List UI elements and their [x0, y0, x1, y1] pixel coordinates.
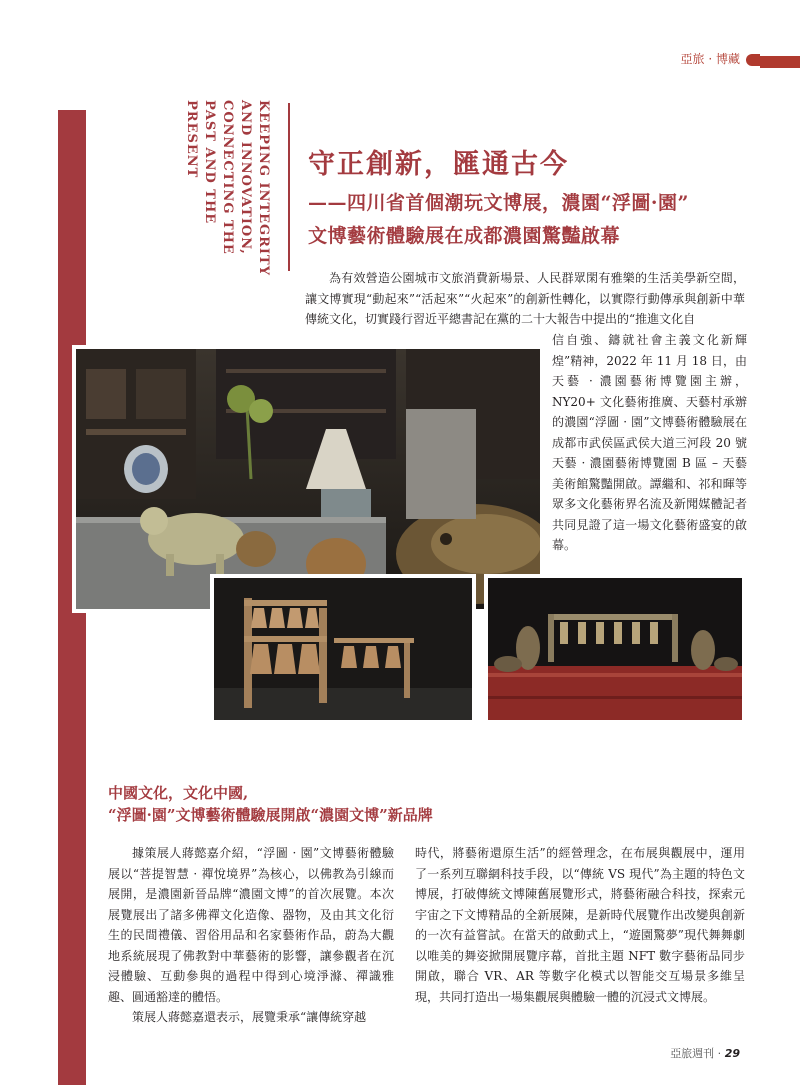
- title-divider: [288, 103, 290, 271]
- intro-paragraph: 為有效營造公園城市文旅消費新場景、人民群眾閑有雅樂的生活美學新空間，讓文博實現“動起來”“活起來”“火起來”的創新性轉化，以實際行動傳承與創新中華傳統文化，切實踐行習近平總書記在黨的二十大報告中提出的“推進文化自: [305, 271, 745, 326]
- header-accent-bar: [760, 56, 800, 68]
- article-subtitle-line-1: ——四川省首個潮玩文博展，濃園“浮圖·園”: [308, 192, 689, 214]
- magazine-name: 亞旅週刊 ·: [670, 1047, 725, 1060]
- vertical-title-line-2: AND INNOVATION,: [238, 100, 253, 255]
- vertical-title-line-3: CONNECTING THE: [220, 100, 235, 255]
- article-title: 守正創新，匯通古今: [308, 149, 569, 180]
- section-label: 亞旅 · 博藏: [680, 52, 740, 66]
- exhibition-hall-photo: [72, 345, 544, 613]
- header-tab-marker: [746, 54, 760, 66]
- body-paragraph-2: 策展人蔣懿嘉還表示，展覽秉承“讓傳統穿越: [132, 1010, 367, 1024]
- article-subtitle-line-2: 文博藝術體驗展在成都濃園驚豔啟幕: [308, 225, 621, 247]
- section-heading-line-2: “浮圖·園”文博藝術體驗展開啟“濃園文博”新品牌: [108, 806, 433, 824]
- bronze-rack-photo: [484, 574, 746, 724]
- vertical-title-line-1: KEEPING INTEGRITY: [256, 100, 271, 276]
- vertical-title-line-5: PRESENT: [184, 100, 199, 179]
- page-number: 29: [724, 1047, 740, 1060]
- bronze-bells-photo: [210, 574, 476, 724]
- body-column-right: 時代，將藝術還原生活”的經營理念，在布展與觀展中，運用了一系列互聯網科技手段，以“傳統 VS 現代”為主題的特色文博展，打破傳統文博陳舊展覽形式，將藝術融合科技，探索元宇宙之下文博精品的全新展陳，是新時代展覽作出改變與創新的一次有益嘗試。在當天的啟動式上，“遊園驚夢”現代舞舞劇以唯美的舞姿掀開展覽序幕，首批主題 NFT 數字藝術品同步開啟，聯合 VR、AR 等數字化模式以智能交互場景多維呈現，共同打造出一場集觀展與體驗一體的沉浸式文博展。: [415, 846, 745, 1004]
- body-paragraph-1: 據策展人蔣懿嘉介紹，“浮圖 · 園”文博藝術體驗展以“菩提智慧 · 禪悅境界”為核心，以佛教為引線而展開，是濃園新晉品牌“濃園文博”的首次展覽。本次展覽展出了諸多佛禪文化造像、器物，及由其文化衍生的民間禮儀、習俗用品和名家藝術作品，蔚為大觀地系統展現了佛教對中華藝術的影響，讓參觀者在沉浸體驗、互動參與的過程中得到心境淨滌、禪識雅趣、圓通豁達的體悟。: [108, 846, 394, 1004]
- page-footer: [670, 1045, 740, 1061]
- vertical-title-line-4: PAST AND THE: [202, 100, 217, 225]
- section-heading-line-1: 中國文化，文化中國,: [108, 784, 249, 802]
- intro-paragraph-continued: 信自強、鑄就社會主義文化新輝煌”精神，2022 年 11 月 18 日，由天藝 · 濃園藝術博覽園主辦，NY20+ 文化藝術推廣、天藝村承辦的濃園“浮圖 · 園”文博藝術體驗展在成都市武侯區武侯大道三河段 20 號天藝 · 濃園藝術博覽園 B 區 – 天藝美術館驚豔開啟。譚繼和、祁和暉等眾多文化藝術界名流及新聞媒體記者共同見證了這一場文化藝術盛宴的啟幕。: [552, 333, 747, 552]
- body-column-left: [108, 843, 394, 1028]
